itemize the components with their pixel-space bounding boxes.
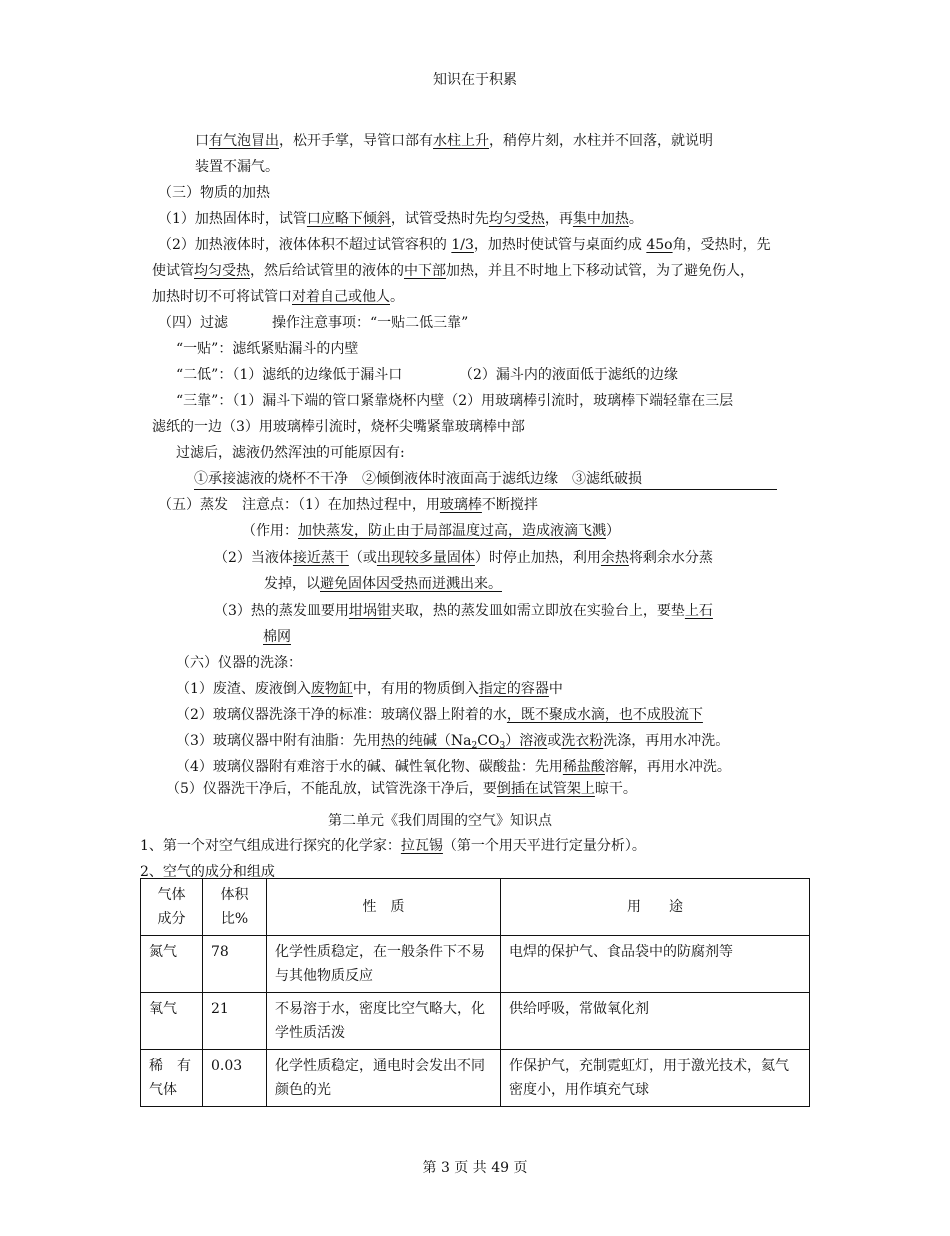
continued-line-2: 装置不漏气。 [195, 159, 279, 175]
air-composition-table [140, 878, 810, 1107]
cell-volume: 78 [203, 936, 267, 993]
section-6-line-4: （4）玻璃仪器附有难溶于水的碱、碱性氧化物、碳酸盐：先用稀盐酸溶解，再用水冲洗。 [176, 759, 731, 775]
section-4-line-6: ①承接滤液的烧杯不干净 ②倾倒液体时液面高于滤纸边缘 ③滤纸破损 [194, 469, 777, 490]
cell-use: 作保护气，充制霓虹灯，用于激光技术，氦气密度小，用作填充气球 [501, 1050, 810, 1107]
section-4-line-2b: （2）漏斗内的液面低于滤纸的边缘 [459, 367, 678, 383]
cell-volume: 0.03 [203, 1050, 267, 1107]
table-row [141, 936, 810, 993]
section-4-line-1: “一贴”：滤纸紧贴漏斗的内壁 [176, 341, 359, 357]
section-3-line-3: 使试管均匀受热，然后给试管里的液体的中下部加热，并且不时地上下移动试管，为了避免伤人， [152, 263, 754, 279]
section-6-line-3: （3）玻璃仪器中附有油脂：先用热的纯碱$(Na_2CO_3)$溶液或洗衣粉洗涤，再用水冲洗。 [176, 733, 730, 751]
cell-gas: 氮气 [141, 936, 203, 993]
section-3-line-1: （1）加热固体时，试管口应略下倾斜，试管受热时先均匀受热，再集中加热。 [158, 211, 643, 227]
section-4-line-3: “三靠”：（1）漏斗下端的管口紧靠烧杯内壁（2）用玻璃棒引流时，玻璃棒下端轻靠在三层 [176, 393, 734, 409]
section-4-line-5: 过滤后，滤液仍然浑浊的可能原因有: [176, 445, 405, 461]
page-header: 知识在于积累 [433, 72, 517, 88]
section-3-heading: （三）物质的加热 [158, 185, 270, 201]
cell-gas: 氧气 [141, 993, 203, 1050]
table-row [141, 1050, 810, 1107]
continued-line-1: 口有气泡冒出，松开手掌，导管口部有水柱上升，稍停片刻，水柱并不回落，就说明 [195, 133, 713, 149]
unit-2-point-1: 1、第一个对空气组成进行探究的化学家：拉瓦锡（第一个用天平进行定量分析）。 [140, 838, 646, 854]
section-6-heading: （六）仪器的洗涤： [176, 655, 302, 671]
section-3-line-2: （2）加热液体时，液体体积不超过试管容积的 1/3，加热时使试管与桌面约成 45o角，受热时，先 [158, 237, 771, 253]
section-5-line-3: （2）当液体接近蒸干（或出现较多量固体）时停止加热，利用余热将剩余水分蒸 [214, 550, 713, 566]
section-4-heading: （四）过滤 [158, 315, 228, 331]
table-row [141, 993, 810, 1050]
section-4-note: 操作注意事项：“一贴二低三靠” [272, 315, 469, 331]
cell-gas: 稀 有气体 [141, 1050, 203, 1107]
section-6-line-1: （1）废渣、废液倒入废物缸中，有用的物质倒入指定的容器中 [176, 681, 563, 697]
section-3-line-4: 加热时切不可将试管口对着自己或他人。 [152, 289, 404, 305]
section-4-line-4: 滤纸的一边（3）用玻璃棒引流时，烧杯尖嘴紧靠玻璃棒中部 [152, 419, 525, 435]
cell-property: 不易溶于水，密度比空气略大，化学性质活泼 [267, 993, 501, 1050]
section-4-line-2a: “二低”：（1）滤纸的边缘低于漏斗口 [176, 367, 403, 383]
unit-2-point-2: 2、空气的成分和组成 [140, 864, 275, 880]
table-header-row [141, 879, 810, 936]
section-5-line-6: 棉网 [263, 629, 291, 645]
cell-volume: 21 [203, 993, 267, 1050]
unit-2-title: 第二单元《我们周围的空气》知识点 [328, 813, 552, 829]
section-5-line-5: （3）热的蒸发皿要用坩埚钳夹取，热的蒸发皿如需立即放在实验台上，要垫上石 [214, 603, 713, 619]
cell-use: 电焊的保护气、食品袋中的防腐剂等 [501, 936, 810, 993]
cell-property: 化学性质稳定，通电时会发出不同颜色的光 [267, 1050, 501, 1107]
header-gas: 气体 成分 [141, 879, 203, 936]
section-5-line-4: 发掉，以避免固体因受热而迸溅出来。 [264, 576, 502, 592]
section-6-line-2: （2）玻璃仪器洗涤干净的标准：玻璃仪器上附着的水，既不聚成水滴，也不成股流下 [176, 707, 703, 723]
section-5-line-1: （五）蒸发 注意点：（1）在加热过程中，用玻璃棒不断搅拌 [158, 497, 538, 513]
page-footer: 第 3 页 共 49 页 [422, 1160, 528, 1176]
section-5-line-2: （作用：加快蒸发，防止由于局部温度过高，造成液滴飞溅） [242, 523, 620, 539]
section-6-line-5: （5）仪器洗干净后，不能乱放，试管洗涤干净后，要倒插在试管架上晾干。 [166, 781, 637, 797]
header-property: 性 质 [267, 879, 501, 936]
cell-use: 供给呼吸，常做氧化剂 [501, 993, 810, 1050]
header-volume: 体积 比% [203, 879, 267, 936]
cell-property: 化学性质稳定，在一般条件下不易与其他物质反应 [267, 936, 501, 993]
header-use: 用 途 [501, 879, 810, 936]
